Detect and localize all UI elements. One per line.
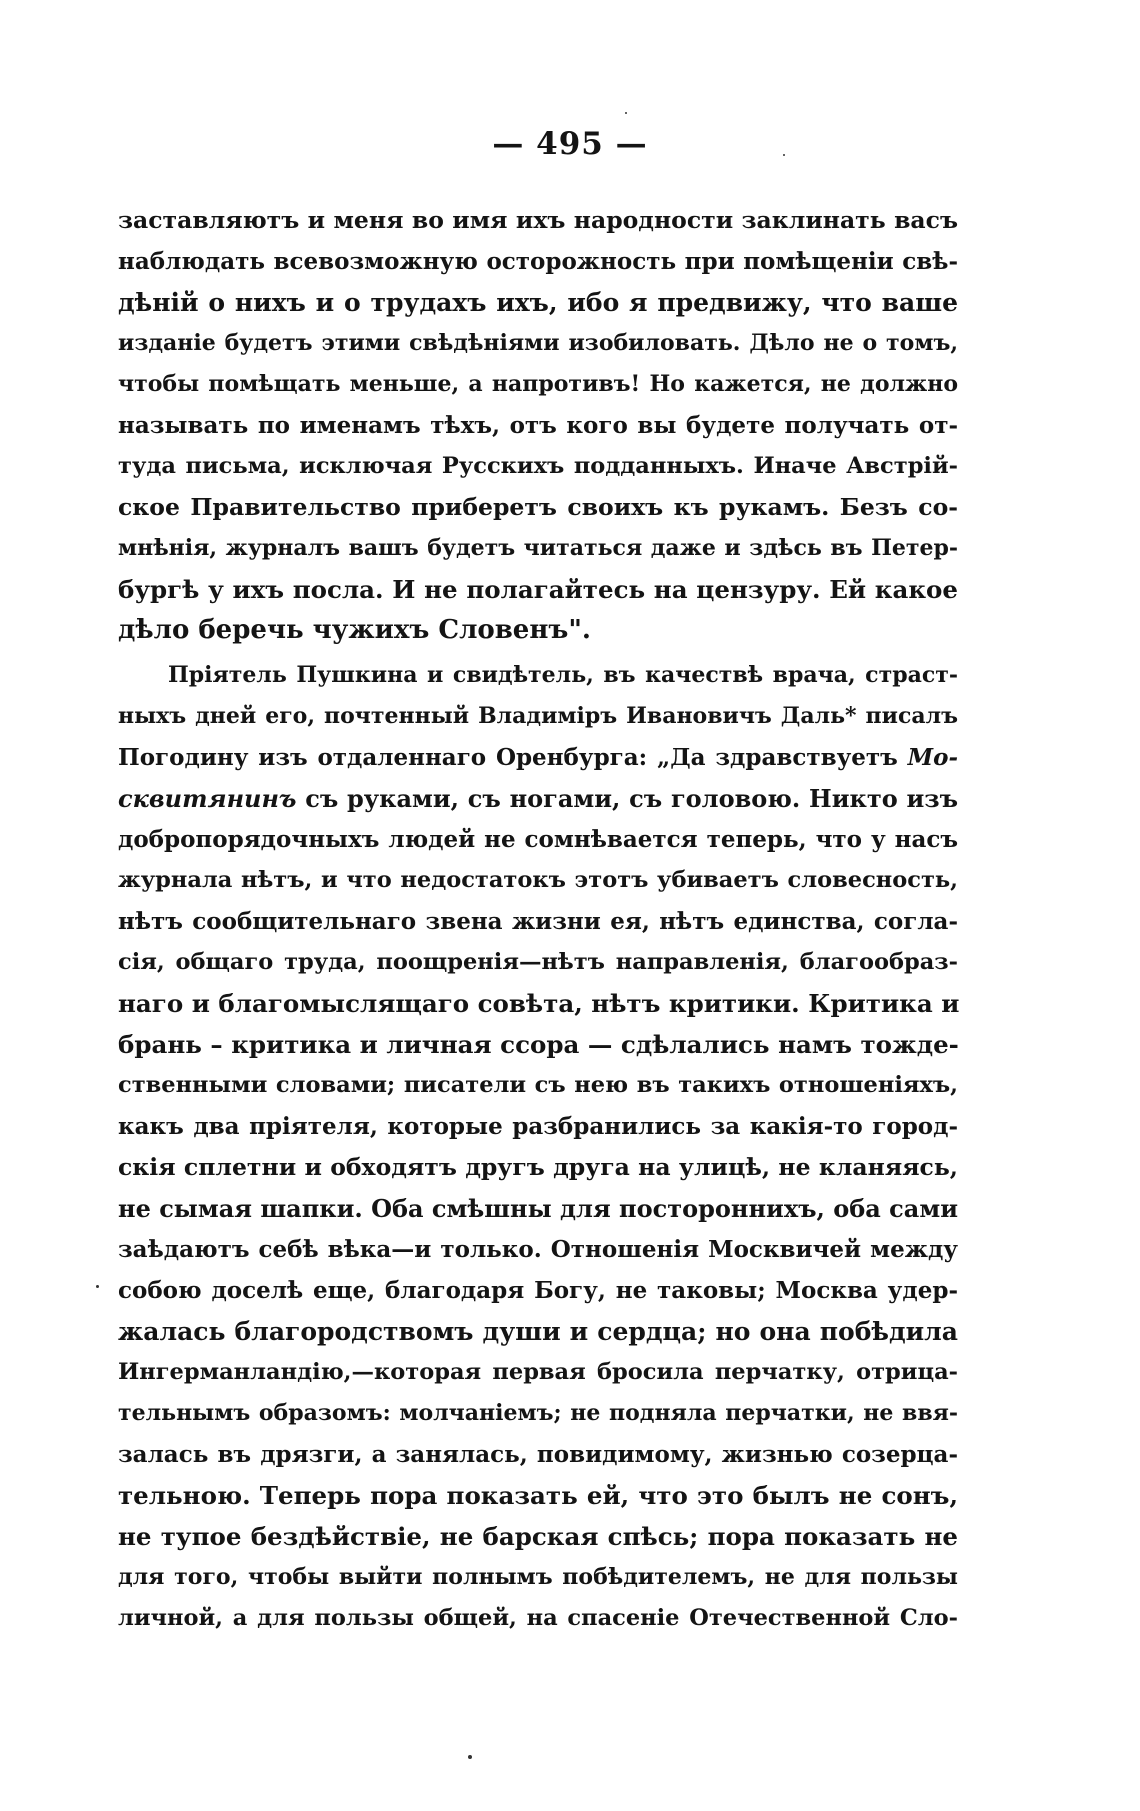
paragraph-2 <box>118 655 958 1639</box>
italic-title-segment: Мо- <box>907 744 958 771</box>
text-line-with-italic <box>118 778 958 819</box>
text-line: дѣній о нихъ и о трудахъ ихъ, ибо я предвижу, что ваше <box>118 288 958 317</box>
text-line: брань – критика и личная ссора — сдѣлались намъ тожде- <box>118 1030 959 1059</box>
text-line: тельною. Теперь пора показать ей, что это былъ не сонъ, <box>118 1481 958 1510</box>
text-line: ственными словами; писатели съ нею въ такихъ отношеніяхъ, <box>118 1072 958 1098</box>
text-line-with-italic <box>118 737 958 778</box>
page-number: — 495 — <box>492 126 648 162</box>
text-line: заставляютъ и меня во имя ихъ народности заклинать васъ <box>118 206 958 234</box>
text-line: наблюдать всевозможную осторожность при помѣщеніи свѣ- <box>118 248 958 275</box>
text-line: добропорядочныхъ людей не сомнѣвается теперь, что у насъ <box>118 826 958 853</box>
text-line: туда письма, исключая Русскихъ подданныхъ. Иначе Австрій- <box>118 453 958 479</box>
text-line: залась въ дрязги, а занялась, повидимому, жизнью созерца- <box>118 1441 958 1468</box>
text-line: для того, чтобы выйти полнымъ побѣдителемъ, не для пользы <box>118 1564 958 1590</box>
text-line: жалась благородствомъ души и сердца; но она побѣдила <box>118 1317 958 1346</box>
scan-speck <box>468 1755 472 1759</box>
text-line: журнала нѣтъ, и что недостатокъ этотъ убиваетъ словесность, <box>118 867 958 893</box>
scan-speck <box>96 1285 99 1288</box>
body-text <box>118 200 958 1639</box>
text-line: Пріятель Пушкина и свидѣтель, въ качествѣ врача, страст- <box>168 662 958 688</box>
text-line: чтобы помѣщать меньше, а напротивъ! Но кажется, не должно <box>118 371 958 397</box>
text-line: ныхъ дней его, почтенный Владиміръ Ивановичъ Даль* писалъ <box>118 703 958 729</box>
text-line: сія, общаго труда, поощренія—нѣтъ направленія, благообраз- <box>118 949 958 975</box>
text-line: мнѣнія, журналъ вашъ будетъ читаться даже и здѣсь въ Петер- <box>118 535 958 561</box>
text-line: изданіе будетъ этими свѣдѣніями изобиловать. Дѣло не о томъ, <box>118 330 958 356</box>
text-segment: Погодину изъ отдаленнаго Оренбурга: „Да здравствуетъ <box>118 744 908 771</box>
text-line: не сымая шапки. Оба смѣшны для постороннихъ, оба сами <box>118 1194 958 1223</box>
text-line: заѣдаютъ себѣ вѣка—и только. Отношенія Москвичей между <box>118 1236 958 1263</box>
text-line: ское Правительство приберетъ своихъ къ рукамъ. Безъ со- <box>118 493 958 521</box>
text-line: не тупое бездѣйствіе, не барская спѣсь; пора показать не <box>118 1522 958 1551</box>
text-line: наго и благомыслящаго совѣта, нѣтъ критики. Критика и <box>118 989 960 1018</box>
text-segment: съ руками, съ ногами, съ головою. Никто изъ <box>296 784 958 813</box>
text-line: бургѣ у ихъ посла. И не полагайтесь на цензуру. Ей какое <box>118 575 958 604</box>
text-line: личной, а для пользы общей, на спасеніе Отечественной Сло- <box>118 1605 958 1631</box>
text-line: собою доселѣ еще, благодаря Богу, не таковы; Москва удер- <box>118 1277 958 1304</box>
text-line: дѣло беречь чужихъ Словенъ". <box>118 615 591 645</box>
scan-speck <box>783 154 785 156</box>
paragraph-1 <box>118 200 958 651</box>
text-line: какъ два пріятеля, которые разбранились за какія-то город- <box>118 1113 958 1140</box>
text-line: нѣтъ сообщительнаго звена жизни ея, нѣтъ единства, согла- <box>118 908 958 935</box>
italic-title-segment: сквитянинъ <box>118 784 297 813</box>
scan-speck <box>625 112 627 114</box>
text-line: тельнымъ образомъ: молчаніемъ; не подняла перчатки, не ввя- <box>118 1400 958 1426</box>
text-line: скія сплетни и обходятъ другъ друга на улицѣ, не кланяясь, <box>118 1153 958 1181</box>
text-line: Ингерманландію,—которая первая бросила перчатку, отрица- <box>118 1359 958 1385</box>
text-line: называть по именамъ тѣхъ, отъ кого вы будете получать от- <box>118 412 958 439</box>
